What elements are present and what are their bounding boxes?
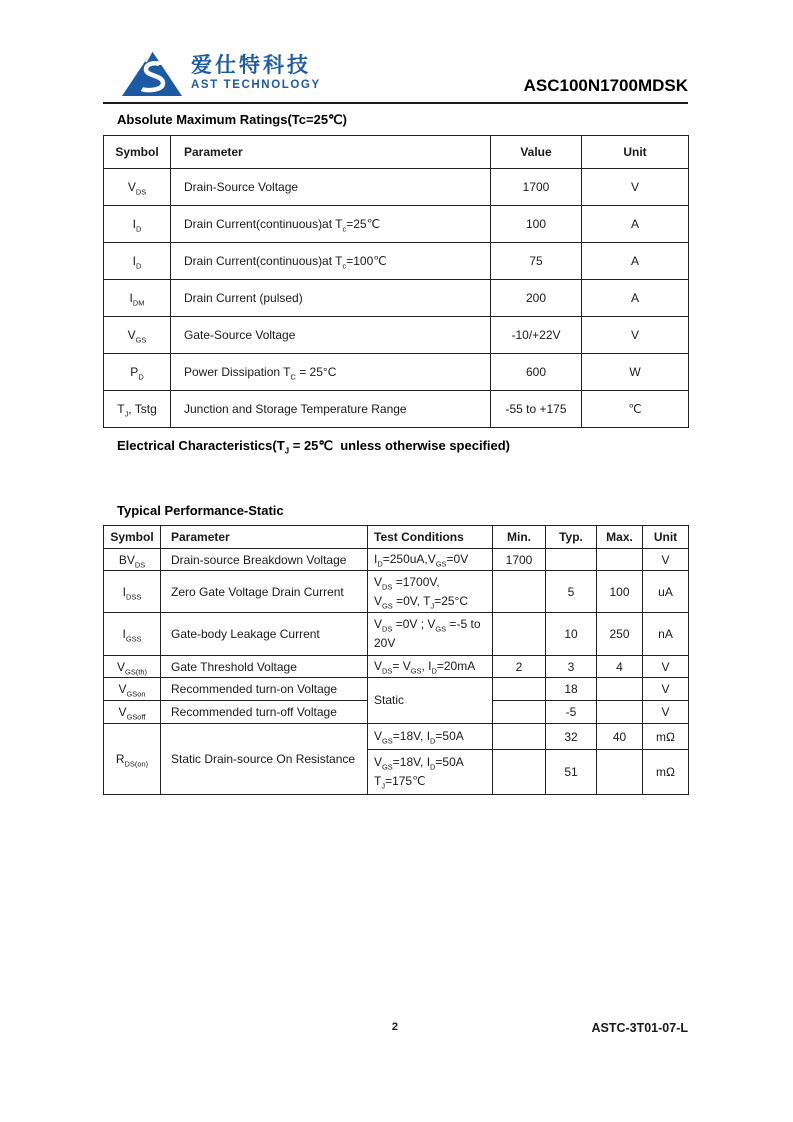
table-row [104, 549, 689, 571]
col-header-test-conditions: Test Conditions [368, 526, 493, 549]
symbol-cell: $R_{DS(on)}$ [104, 724, 161, 795]
parameter-cell: Junction and Storage Temperature Range [171, 391, 491, 428]
col-header-parameter: Parameter [161, 526, 368, 549]
max-cell: 100 [597, 571, 643, 613]
symbol-cell: $V_{GS(th)}$ [104, 656, 161, 678]
symbol-cell: $T_J$, Tstg [104, 391, 171, 428]
page-header [103, 0, 688, 104]
typ-cell: 5 [546, 571, 597, 613]
logo-triangle-icon [121, 50, 183, 97]
value-cell: -10/+22V [491, 317, 582, 354]
company-logo [121, 50, 321, 97]
table-row [104, 678, 689, 701]
electrical-characteristics-title: Electrical $Characteristics(T_J$ = 25℃ unless otherwise specified) [117, 438, 510, 456]
table-row [104, 571, 689, 613]
min-cell: 1700 [493, 549, 546, 571]
typ-cell: 10 [546, 613, 597, 656]
test-conditions-cell: Static [368, 678, 493, 724]
value-cell: 75 [491, 243, 582, 280]
unit-cell: V [582, 317, 689, 354]
parameter-cell: Drain Current (pulsed) [171, 280, 491, 317]
min-cell [493, 701, 546, 724]
table-row [104, 317, 689, 354]
value-cell: 600 [491, 354, 582, 391]
max-cell [597, 549, 643, 571]
table-row [104, 391, 689, 428]
logo-text [191, 55, 321, 92]
parameter-cell: Drain-source Breakdown Voltage [161, 549, 368, 571]
parameter-cell: Drain Current(continuous)at $T_c=100℃$ [171, 243, 491, 280]
symbol-cell: $BV_{DS}$ [104, 549, 161, 571]
col-header-value: Value [491, 136, 582, 169]
col-header-max: Max. [597, 526, 643, 549]
test-conditions-cell: $V_{DS} =0V$ ; $V_{GS} =-5$ to 20V [368, 613, 493, 656]
min-cell [493, 724, 546, 750]
col-header-typ: Typ. [546, 526, 597, 549]
symbol-cell: $V_{GSon}$ [104, 678, 161, 701]
value-cell: 1700 [491, 169, 582, 206]
symbol-cell: $I_D$ [104, 243, 171, 280]
col-header-symbol: Symbol [104, 136, 171, 169]
typical-performance-title: Typical Performance-Static [117, 503, 284, 518]
table-row [104, 280, 689, 317]
max-cell [597, 750, 643, 795]
unit-cell: V [643, 656, 689, 678]
table-row [104, 613, 689, 656]
min-cell [493, 678, 546, 701]
brand-name-chinese: 爱仕特科技 [191, 54, 311, 78]
parameter-cell: Recommended turn-on Voltage [161, 678, 368, 701]
typ-cell: 32 [546, 724, 597, 750]
unit-cell: V [643, 549, 689, 571]
unit-cell: A [582, 280, 689, 317]
page-footer [103, 1021, 688, 1041]
value-cell: 100 [491, 206, 582, 243]
symbol-cell: $I_{GSS}$ [104, 613, 161, 656]
value-cell: -55 to +175 [491, 391, 582, 428]
symbol-cell: $I_D$ [104, 206, 171, 243]
unit-cell: uA [643, 571, 689, 613]
table-header-row [104, 526, 689, 549]
max-cell [597, 678, 643, 701]
absolute-maximum-ratings-table [103, 135, 689, 428]
unit-cell: ℃ [582, 391, 689, 428]
table-row [104, 206, 689, 243]
unit-cell: V [643, 701, 689, 724]
parameter-cell: Zero Gate Voltage Drain Current [161, 571, 368, 613]
unit-cell: W [582, 354, 689, 391]
test-conditions-cell: $V_{GS}=18V$, $I_D=50A$ $T_J=175℃$ [368, 750, 493, 795]
unit-cell: V [643, 678, 689, 701]
document-code: ASTC-3T01-07-L [591, 1021, 688, 1035]
table-row [104, 243, 689, 280]
typ-cell: 18 [546, 678, 597, 701]
min-cell [493, 571, 546, 613]
symbol-cell: $V_{GSoff}$ [104, 701, 161, 724]
col-header-unit: Unit [643, 526, 689, 549]
part-number: ASC100N1700MDSK [523, 76, 688, 95]
page-content [103, 0, 688, 795]
table-row [104, 656, 689, 678]
symbol-cell: $P_D$ [104, 354, 171, 391]
unit-cell: A [582, 243, 689, 280]
table-row [104, 169, 689, 206]
col-header-parameter: Parameter [171, 136, 491, 169]
symbol-cell: $V_{GS}$ [104, 317, 171, 354]
symbol-cell: $I_{DM}$ [104, 280, 171, 317]
col-header-unit: Unit [582, 136, 689, 169]
symbol-cell: $I_{DSS}$ [104, 571, 161, 613]
page-number: 2 [391, 1021, 398, 1033]
typical-performance-static-table [103, 525, 689, 795]
parameter-cell: Power Dissipation $T_C = 25^\circ C$ [171, 354, 491, 391]
unit-cell: mΩ [643, 750, 689, 795]
parameter-cell: Gate-Source Voltage [171, 317, 491, 354]
max-cell [597, 701, 643, 724]
table-header-row [104, 136, 689, 169]
max-cell: 4 [597, 656, 643, 678]
parameter-cell: Recommended turn-off Voltage [161, 701, 368, 724]
col-header-symbol: Symbol [104, 526, 161, 549]
typ-cell: 51 [546, 750, 597, 795]
col-header-min: Min. [493, 526, 546, 549]
parameter-cell: Static Drain-source On Resistance [161, 724, 368, 795]
max-cell: 250 [597, 613, 643, 656]
min-cell: 2 [493, 656, 546, 678]
test-conditions-cell: $V_{DS} =1700V$, $V_{GS} =0V$, $T_J=25^\circ C$ [368, 571, 493, 613]
typ-cell [546, 549, 597, 571]
test-conditions-cell: $V_{GS}=18V$, $I_D=50A$ [368, 724, 493, 750]
unit-cell: A [582, 206, 689, 243]
unit-cell: nA [643, 613, 689, 656]
table-row [104, 354, 689, 391]
parameter-cell: Drain Current(continuous)at $T_c=25℃$ [171, 206, 491, 243]
test-conditions-cell: $I_D=250uA,V_{GS}=0V$ [368, 549, 493, 571]
brand-name-english: AST TECHNOLOGY [191, 79, 321, 92]
test-conditions-cell: $V_{DS}= V_{GS}$, $I_D=20mA$ [368, 656, 493, 678]
min-cell [493, 613, 546, 656]
absolute-max-ratings-title: Absolute Maximum Ratings(Tc=25℃) [117, 112, 347, 127]
parameter-cell: Gate-body Leakage Current [161, 613, 368, 656]
symbol-cell: $V_{DS}$ [104, 169, 171, 206]
unit-cell: mΩ [643, 724, 689, 750]
max-cell: 40 [597, 724, 643, 750]
typ-cell: 3 [546, 656, 597, 678]
parameter-cell: Gate Threshold Voltage [161, 656, 368, 678]
typ-cell: -5 [546, 701, 597, 724]
table-row [104, 724, 689, 750]
parameter-cell: Drain-Source Voltage [171, 169, 491, 206]
value-cell: 200 [491, 280, 582, 317]
unit-cell: V [582, 169, 689, 206]
min-cell [493, 750, 546, 795]
